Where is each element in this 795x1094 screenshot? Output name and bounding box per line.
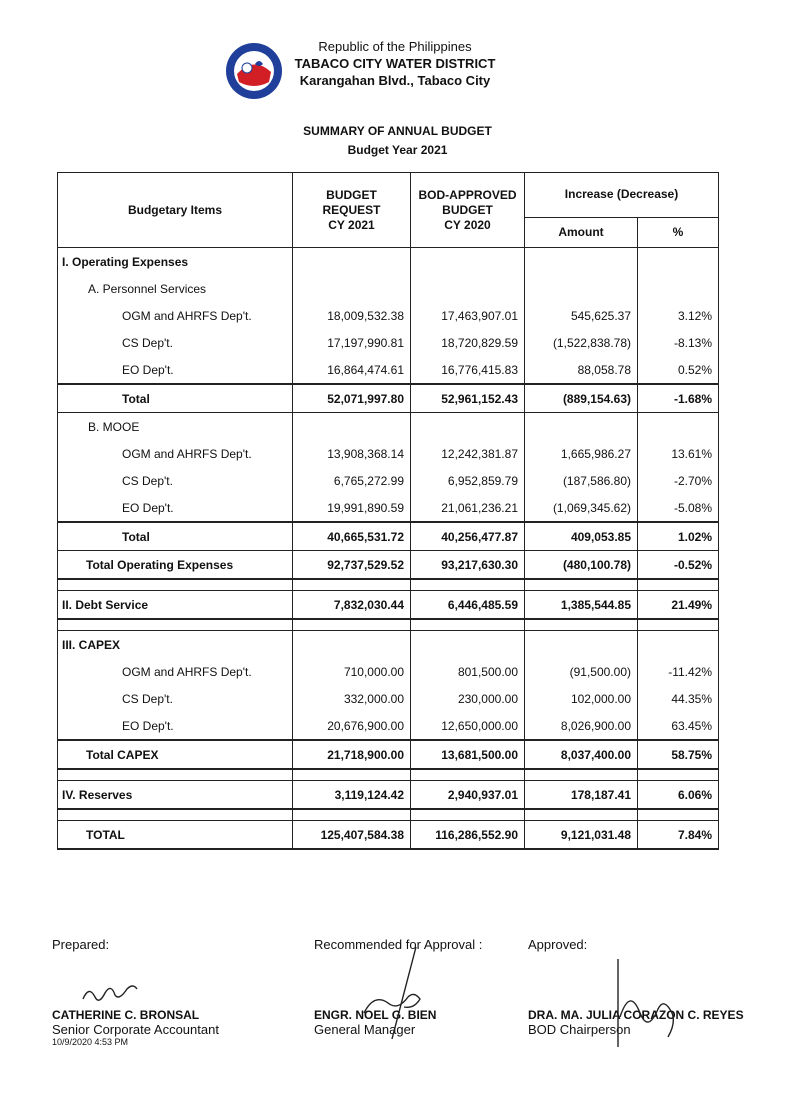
approved-label: Approved: [528,937,588,952]
table-row: EO Dep't. 20,676,900.00 12,650,000.00 8,026,900.00 63.45% [58,712,719,740]
republic-line: Republic of the Philippines [318,39,472,54]
table-row: EO Dep't. 19,991,890.59 21,061,236.21 (1,069,345.62) -5.08% [58,494,719,522]
recommended-name: ENGR. NOEL G. BIEN [314,1008,437,1022]
agency-name: TABACO CITY WATER DISTRICT [294,56,496,71]
subsection-personnel-services: A. Personnel Services [58,275,719,302]
approved-title: BOD Chairperson [528,1022,631,1037]
table-row: EO Dep't. 16,864,474.61 16,776,415.83 88,058.78 0.52% [58,356,719,384]
budget-table [57,172,719,850]
recommended-label: Recommended for Approval : [314,937,483,952]
document-title: SUMMARY OF ANNUAL BUDGET [303,124,492,138]
col-increase-decrease: Increase (Decrease) [525,173,719,218]
prepared-label: Prepared: [52,937,110,952]
recommended-block [314,937,482,1037]
table-row: OGM and AHRFS Dep't. 18,009,532.38 17,463,907.01 545,625.37 3.12% [58,302,719,329]
prepared-name: CATHERINE C. BRONSAL [52,1008,200,1022]
table-row: CS Dep't. 6,765,272.99 6,952,859.79 (187,586.80) -2.70% [58,467,719,494]
approved-name: DRA. MA. JULIA CORAZON C. REYES [528,1008,744,1022]
section-operating-expenses: I. Operating Expenses [58,248,719,276]
document-subtitle: Budget Year 2021 [347,143,448,157]
signature-icon [78,977,158,1009]
signature-icon [598,957,688,1067]
table-row: OGM and AHRFS Dep't. 710,000.00 801,500.00 (91,500.00) -11.42% [58,658,719,685]
prepared-block [52,937,219,1047]
section-capex: III. CAPEX [58,631,719,659]
table-row: CS Dep't. 332,000.00 230,000.00 102,000.00 44.35% [58,685,719,712]
table-row: CS Dep't. 17,197,990.81 18,720,829.59 (1,522,838.78) -8.13% [58,329,719,356]
col-percent: % [638,217,719,247]
col-amount: Amount [525,217,638,247]
capex-total-row: Total CAPEX 21,718,900.00 13,681,500.00 8,037,400.00 58.75% [58,740,719,769]
prepared-timestamp: 10/9/2020 4:53 PM [52,1037,129,1047]
recommended-title: General Manager [314,1022,416,1037]
letterhead [290,38,500,89]
col-budgetary-items: Budgetary Items [58,173,293,248]
prepared-title: Senior Corporate Accountant [52,1022,219,1037]
agency-address: Karangahan Blvd., Tabaco City [299,73,491,88]
subsection-mooe: B. MOOE [58,413,719,441]
total-operating-expenses-row: Total Operating Expenses 92,737,529.52 93,217,630.30 (480,100.78) -0.52% [58,551,719,580]
col-bod-approved: BOD-APPROVED BUDGET CY 2020 [411,173,525,248]
approved-block [528,937,744,1037]
col-budget-request: BUDGET REQUEST CY 2021 [293,173,411,248]
debt-service-row: II. Debt Service 7,832,030.44 6,446,485.59 1,385,544.85 21.49% [58,591,719,620]
table-header-row [58,173,719,218]
signature-icon [334,943,444,1043]
reserves-row: IV. Reserves 3,119,124.42 2,940,937.01 178,187.41 6.06% [58,781,719,810]
mooe-total-row: Total 40,665,531.72 40,256,477.87 409,053.85 1.02% [58,522,719,551]
personnel-total-row: Total 52,071,997.80 52,961,152.43 (889,154.63) -1.68% [58,384,719,413]
table-row: OGM and AHRFS Dep't. 13,908,368.14 12,242,381.87 1,665,986.27 13.61% [58,440,719,467]
water-district-seal-icon [225,42,283,100]
grand-total-row: TOTAL 125,407,584.38 116,286,552.90 9,121,031.48 7.84% [58,821,719,850]
